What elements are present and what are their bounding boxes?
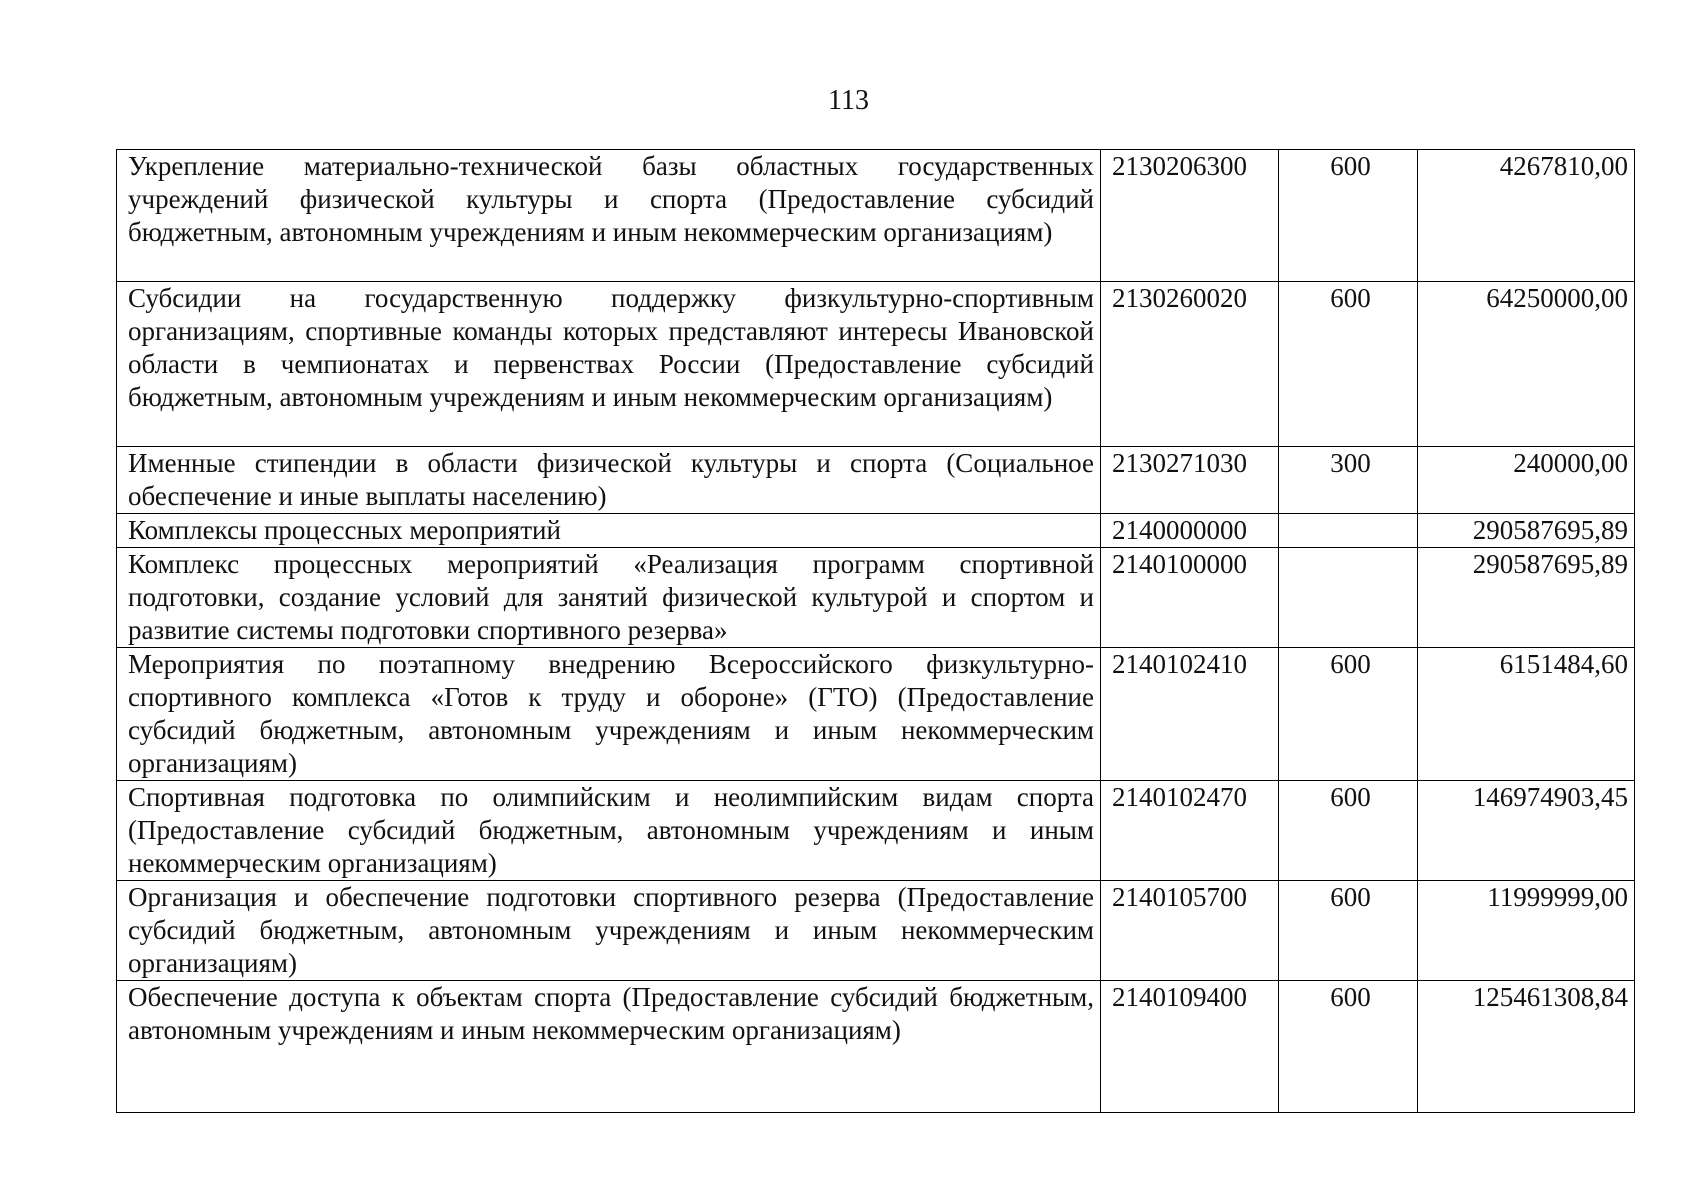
row-sum-cell: 125461308,84 — [1418, 981, 1635, 1113]
table-row — [117, 150, 1635, 282]
row-name-cell: Мероприятия по поэтапному внедрению Всероссийского физкультурно-спортивного комплекса «Готов к труду и обороне» (ГТО) (Предоставление субсидий бюджетным, автономным учреждениям и иным некоммерческим организациям) — [117, 648, 1101, 781]
row-sum-cell: 64250000,00 — [1418, 282, 1635, 447]
row-code-cell: 2130271030 — [1101, 447, 1279, 514]
row-code-cell: 2140102410 — [1101, 648, 1279, 781]
row-name-cell: Субсидии на государственную поддержку физкультурно-спортивным организациям, спортивные команды которых представляют интересы Ивановской области в чемпионатах и первенствах России (Предоставление субсидий бюджетным, автономным учреждениям и иным некоммерческим организациям) — [117, 282, 1101, 447]
row-code-cell: 2140109400 — [1101, 981, 1279, 1113]
row-name-cell: Комплекс процессных мероприятий «Реализация программ спортивной подготовки, создание условий для занятий физической культурой и спортом и развитие системы подготовки спортивного резерва» — [117, 548, 1101, 648]
row-type-cell: 300 — [1279, 447, 1418, 514]
row-sum-cell: 240000,00 — [1418, 447, 1635, 514]
row-sum-cell: 11999999,00 — [1418, 881, 1635, 981]
row-name-cell: Спортивная подготовка по олимпийским и неолимпийским видам спорта (Предоставление субсидий бюджетным, автономным учреждениям и иным некоммерческим организациям) — [117, 781, 1101, 881]
row-sum-cell: 6151484,60 — [1418, 648, 1635, 781]
page-number: 113 — [828, 85, 869, 116]
table-row — [117, 447, 1635, 514]
row-name-cell: Организация и обеспечение подготовки спортивного резерва (Предоставление субсидий бюджетным, автономным учреждениям и иным некоммерческим организациям) — [117, 881, 1101, 981]
row-code-cell: 2140102470 — [1101, 781, 1279, 881]
row-type-cell: 600 — [1279, 981, 1418, 1113]
row-sum-cell: 290587695,89 — [1418, 514, 1635, 548]
table-row — [117, 981, 1635, 1113]
row-type-cell: 600 — [1279, 282, 1418, 447]
row-code-cell: 2140105700 — [1101, 881, 1279, 981]
row-name-cell: Комплексы процессных мероприятий — [117, 514, 1101, 548]
row-code-cell: 2140000000 — [1101, 514, 1279, 548]
row-name-cell: Обеспечение доступа к объектам спорта (Предоставление субсидий бюджетным, автономным учреждениям и иным некоммерческим организациям) — [117, 981, 1101, 1113]
row-type-cell — [1279, 548, 1418, 648]
table-row — [117, 781, 1635, 881]
table-row — [117, 648, 1635, 781]
row-name-cell: Именные стипендии в области физической культуры и спорта (Социальное обеспечение и иные выплаты населению) — [117, 447, 1101, 514]
row-code-cell: 2140100000 — [1101, 548, 1279, 648]
table-row — [117, 881, 1635, 981]
table-row — [117, 282, 1635, 447]
table-row — [117, 548, 1635, 648]
budget-table — [116, 149, 1635, 1113]
row-type-cell — [1279, 514, 1418, 548]
row-type-cell: 600 — [1279, 881, 1418, 981]
row-sum-cell: 146974903,45 — [1418, 781, 1635, 881]
row-code-cell: 2130206300 — [1101, 150, 1279, 282]
row-sum-cell: 290587695,89 — [1418, 548, 1635, 648]
table-row — [117, 514, 1635, 548]
row-name-cell: Укрепление материально-технической базы областных государственных учреждений физической культуры и спорта (Предоставление субсидий бюджетным, автономным учреждениям и иным некоммерческим организациям) — [117, 150, 1101, 282]
row-type-cell: 600 — [1279, 781, 1418, 881]
row-code-cell: 2130260020 — [1101, 282, 1279, 447]
row-type-cell: 600 — [1279, 648, 1418, 781]
row-type-cell: 600 — [1279, 150, 1418, 282]
row-sum-cell: 4267810,00 — [1418, 150, 1635, 282]
